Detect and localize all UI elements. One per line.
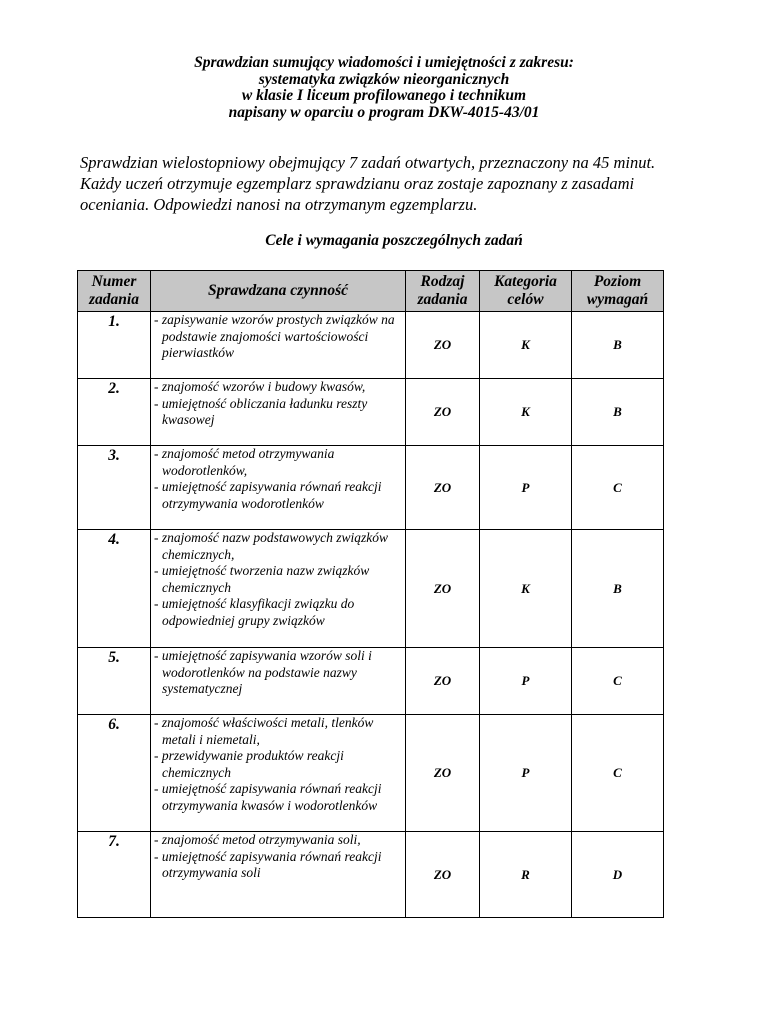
- table-row: [78, 530, 664, 648]
- task-type: ZO: [406, 379, 480, 446]
- task-number: 1.: [78, 312, 151, 379]
- activity-item: - znajomość wzorów i budowy kwasów,: [154, 379, 366, 394]
- header-line: w klasie I liceum profilowanego i technikum: [241, 87, 527, 104]
- activity-item: - umiejętność klasyfikacji związku do odpowiedniej grupy związków: [154, 596, 355, 628]
- table-row: [78, 379, 664, 446]
- task-category: P: [480, 648, 572, 715]
- table-row: [78, 715, 664, 832]
- task-number: 2.: [78, 379, 151, 446]
- task-category: K: [480, 379, 572, 446]
- header-line: napisany w oparciu o program DKW-4015-43/01: [228, 103, 540, 121]
- tasks-table: [77, 270, 664, 918]
- task-number: 6.: [78, 715, 151, 832]
- section-subtitle: Cele i wymagania poszczególnych zadań: [265, 232, 523, 249]
- task-category: R: [480, 832, 572, 918]
- task-type: ZO: [406, 715, 480, 832]
- column-header-activity: Sprawdzana czynność: [151, 271, 406, 312]
- activity-item: - umiejętność zapisywania wzorów soli i wodorotlenków na podstawie nazwy systematycznej: [154, 648, 372, 697]
- task-number: 7.: [78, 832, 151, 918]
- task-level: B: [572, 530, 664, 648]
- task-activity-cell: [151, 446, 406, 530]
- activity-item: - znajomość właściwości metali, tlenków metali i niemetali,: [154, 715, 374, 747]
- column-header-number: Numer zadania: [78, 271, 151, 312]
- task-type: ZO: [406, 832, 480, 918]
- table-body: [78, 312, 664, 918]
- activity-item: - umiejętność zapisywania równań reakcji otrzymywania wodorotlenków: [154, 479, 382, 511]
- activity-item: - znajomość nazw podstawowych związków chemicznych,: [154, 530, 389, 562]
- task-category: P: [480, 446, 572, 530]
- task-category: K: [480, 530, 572, 648]
- task-number: 4.: [78, 530, 151, 648]
- task-activity-cell: [151, 715, 406, 832]
- table-row: [78, 648, 664, 715]
- column-header-type: Rodzaj zadania: [406, 271, 480, 312]
- table-row: [78, 312, 664, 379]
- task-type: ZO: [406, 446, 480, 530]
- column-header-category: Kategoria celów: [480, 271, 572, 312]
- activity-item: - umiejętność zapisywania równań reakcji otrzymywania soli: [154, 848, 382, 881]
- column-header-level: Poziom wymagań: [572, 271, 664, 312]
- task-number: 5.: [78, 648, 151, 715]
- activity-item: - umiejętność tworzenia nazw związków chemicznych: [154, 563, 370, 595]
- table-row: [78, 832, 664, 918]
- document-header: [0, 55, 768, 121]
- task-type: ZO: [406, 648, 480, 715]
- task-level: C: [572, 446, 664, 530]
- task-level: C: [572, 715, 664, 832]
- task-level: C: [572, 648, 664, 715]
- task-level: B: [572, 312, 664, 379]
- task-category: K: [480, 312, 572, 379]
- task-level: B: [572, 379, 664, 446]
- task-activity-cell: [151, 312, 406, 379]
- activity-item: - umiejętność obliczania ładunku reszty kwasowej: [154, 395, 368, 428]
- task-activity-cell: [151, 648, 406, 715]
- task-activity-cell: [151, 530, 406, 648]
- header-line: systematyka związków nieorganicznych: [258, 70, 510, 88]
- activity-item: - przewidywanie produktów reakcji chemicznych: [154, 748, 344, 780]
- table-row: [78, 446, 664, 530]
- activity-item: - zapisywanie wzorów prostych związków na podstawie znajomości wartościowości pierwiastków: [154, 312, 395, 361]
- task-type: ZO: [406, 530, 480, 648]
- task-category: P: [480, 715, 572, 832]
- task-activity-cell: [151, 379, 406, 446]
- table-header-row: [78, 271, 664, 312]
- activity-item: - umiejętność zapisywania równań reakcji otrzymywania kwasów i wodorotlenków: [154, 781, 382, 813]
- intro-paragraph: Sprawdzian wielostopniowy obejmujący 7 zadań otwartych, przeznaczony na 45 minut. Każdy uczeń otrzymuje egzemplarz sprawdzianu oraz zostaje zapoznany z zasadami oceniania. Odpowiedzi nanosi na otrzymanym egzemplarzu.: [80, 153, 656, 214]
- task-number: 3.: [78, 446, 151, 530]
- task-type: ZO: [406, 312, 480, 379]
- activity-item: - znajomość metod otrzymywania soli,: [154, 832, 361, 847]
- header-line: Sprawdzian sumujący wiadomości i umiejętności z zakresu:: [194, 54, 574, 71]
- activity-item: - znajomość metod otrzymywania wodorotlenków,: [154, 446, 335, 478]
- task-level: D: [572, 832, 664, 918]
- task-activity-cell: [151, 832, 406, 918]
